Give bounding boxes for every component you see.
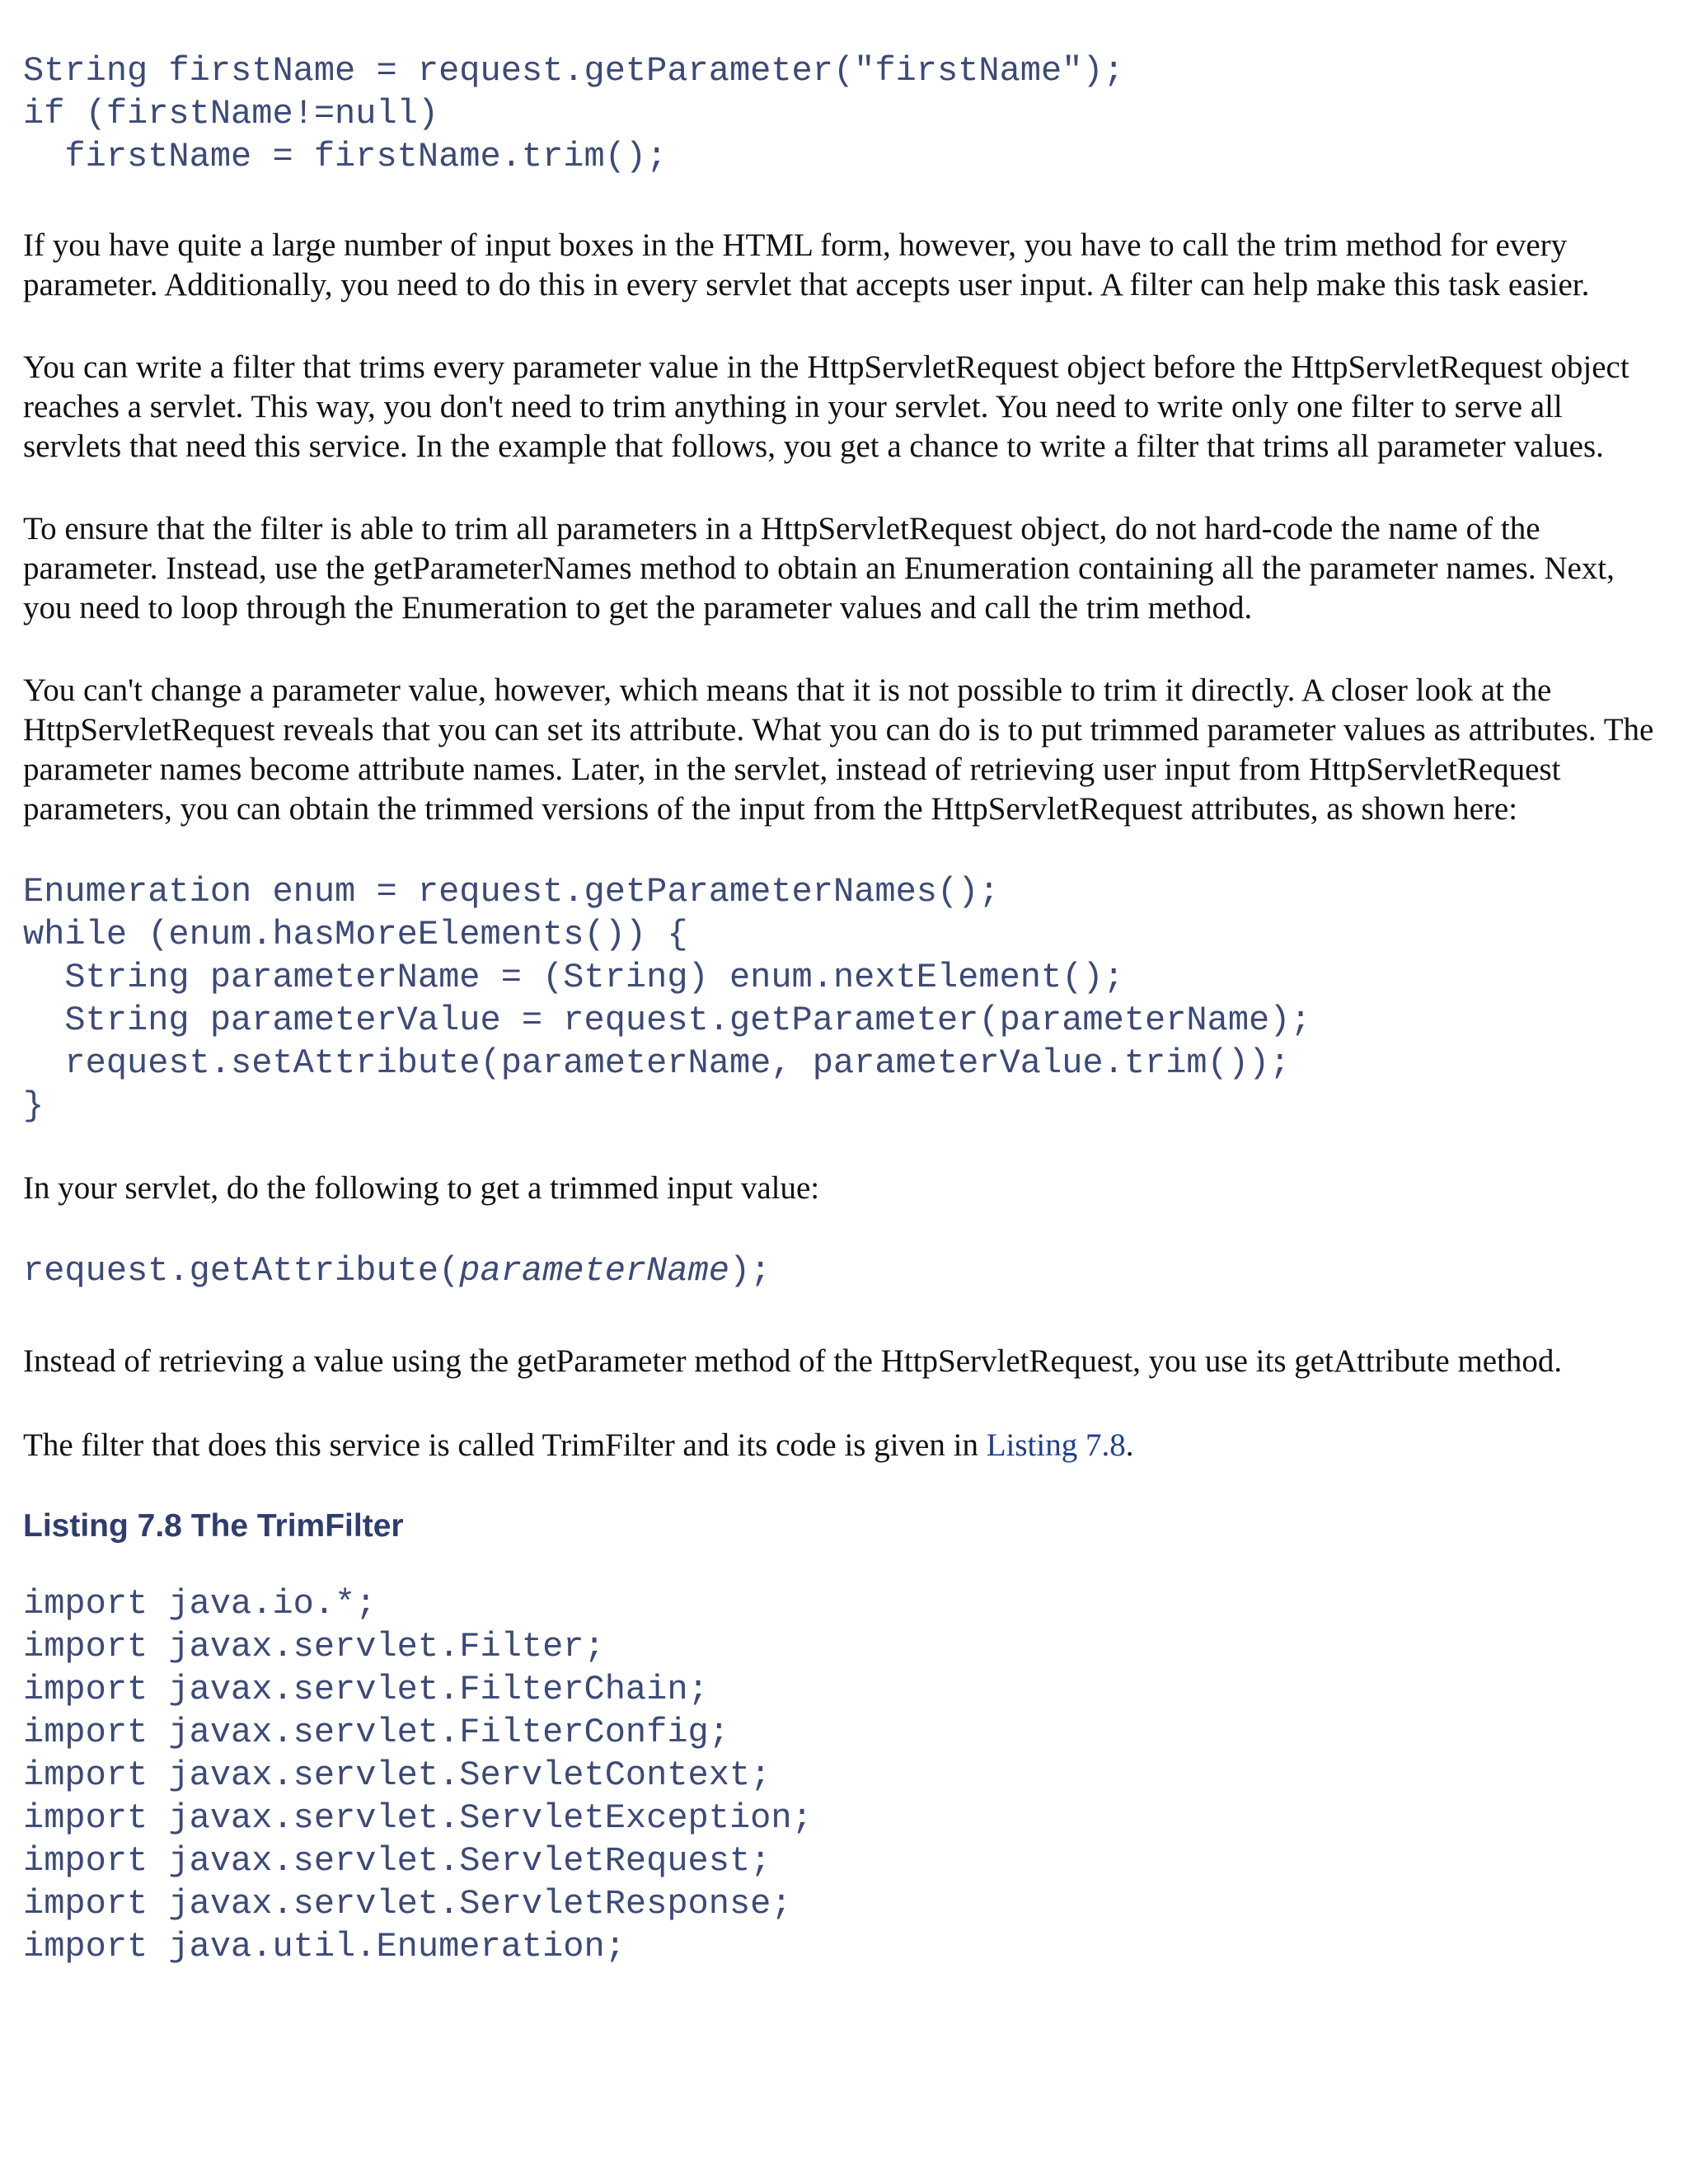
code-block-enumeration [23,870,1665,1127]
code-line: while (enum.hasMoreElements()) { [23,915,688,954]
code-text: request.getAttribute( [23,1251,460,1291]
code-line: import javax.servlet.ServletRequest; [23,1841,771,1881]
paragraph-filter-service [23,1426,1665,1465]
code-line: Enumeration enum = request.getParameterNames(); [23,872,1000,912]
code-italic-placeholder: parameterName [459,1251,729,1291]
code-line: import javax.servlet.ServletException; [23,1798,813,1838]
code-line: } [23,1086,45,1126]
listing-heading: Listing 7.8 The TrimFilter [23,1508,404,1544]
paragraph-text: . [1125,1427,1134,1463]
paragraph-in-your-servlet: In your servlet, do the following to get a trimmed input value: [23,1170,820,1206]
code-text: ); [729,1251,771,1291]
code-block-get-attribute [23,1249,1665,1292]
paragraph-write-filter: You can write a filter that trims every parameter value in the HttpServletRequest object before the HttpServletRequest object reaches a servlet. This way, you don't need to trim anything in your servlet. You need to write only one filter to serve all servlets that need this service. In the example that follows, you get a chance to write a filter that trims all parameter values. [23,349,1629,464]
code-line: import java.util.Enumeration; [23,1927,626,1966]
code-line: String parameterName = (String) enum.nextElement(); [23,958,1124,997]
paragraph-text: The filter that does this service is called TrimFilter and its code is given in [23,1427,987,1463]
code-line: import javax.servlet.FilterConfig; [23,1713,729,1752]
code-block-imports [23,1582,1665,1968]
code-line: firstName = firstName.trim(); [23,137,668,176]
code-line: String parameterValue = request.getParameter(parameterName); [23,1001,1311,1040]
listing-link[interactable]: Listing 7.8 [986,1427,1126,1463]
code-line: import javax.servlet.ServletResponse; [23,1884,792,1924]
code-line: import javax.servlet.FilterChain; [23,1670,709,1709]
paragraph-ensure-trim: To ensure that the filter is able to trim all parameters in a HttpServletRequest object, do not hard-code the name of the parameter. Instead, use the getParameterNames method to obtain an Enumeration containing all the parameter names. Next, you need to loop through the Enumeration to get the parameter values and call the trim method. [23,511,1615,626]
code-line: if (firstName!=null) [23,94,439,134]
code-block-first-name [23,49,1665,178]
document-page [23,49,1665,1968]
paragraph-cant-change: You can't change a parameter value, however, which means that it is not possible to trim it directly. A closer look at the HttpServletRequest reveals that you can set its attribute. What you can do is to put trimmed parameter values as attributes. The parameter names become attribute names. Later, in the servlet, instead of retrieving user input from HttpServletRequest parameters, you can obtain the trimmed versions of the input from the HttpServletRequest attributes, as shown here: [23,673,1654,827]
code-line: import javax.servlet.ServletContext; [23,1755,771,1795]
code-line: import java.io.*; [23,1584,377,1624]
code-line: import javax.servlet.Filter; [23,1627,605,1666]
code-line: String firstName = request.getParameter("firstName"); [23,51,1124,91]
paragraph-large-number-inputs: If you have quite a large number of input boxes in the HTML form, however, you have to call the trim method for every parameter. Additionally, you need to do this in every servlet that accepts user input. A filter can help make this task easier. [23,227,1590,302]
paragraph-instead-of-retrieving: Instead of retrieving a value using the getParameter method of the HttpServletRequest, you use its getAttribute method. [23,1343,1563,1379]
code-line: request.setAttribute(parameterName, parameterValue.trim()); [23,1043,1291,1083]
